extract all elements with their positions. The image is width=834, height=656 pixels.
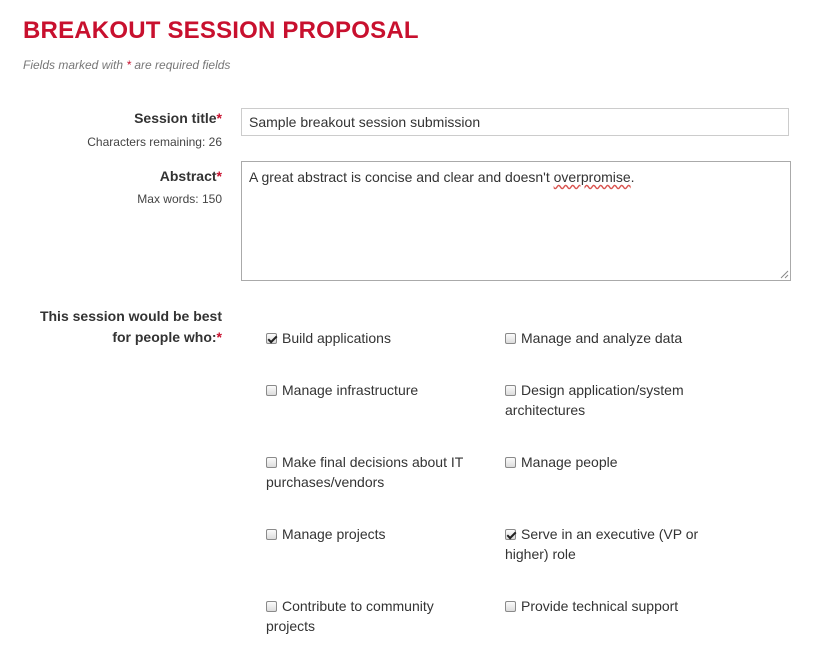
option-technical-support[interactable]: Provide technical support — [505, 596, 705, 616]
option-manage-people[interactable]: Manage people — [505, 452, 705, 472]
abstract-label: Abstract* — [159, 168, 222, 184]
max-words: Max words: 150 — [137, 192, 222, 206]
checkbox-technical-support[interactable] — [505, 601, 516, 612]
checkbox-build-applications[interactable] — [266, 333, 277, 344]
page-title: BREAKOUT SESSION PROPOSAL — [23, 17, 419, 44]
option-build-applications[interactable]: Build applications — [266, 328, 466, 348]
abstract-textarea[interactable]: A great abstract is concise and clear and doesn't overpromise. — [241, 161, 791, 281]
option-manage-infrastructure[interactable]: Manage infrastructure — [266, 380, 466, 400]
audience-label: This session would be best for people who:* — [40, 306, 222, 348]
checkbox-manage-people[interactable] — [505, 457, 516, 468]
required-fields-note: Fields marked with * are required fields — [23, 58, 231, 72]
required-star: * — [216, 110, 222, 126]
characters-remaining: Characters remaining: 26 — [87, 135, 222, 149]
session-title-label: Session title* — [134, 110, 222, 126]
checkbox-manage-projects[interactable] — [266, 529, 277, 540]
option-final-decisions[interactable]: Make final decisions about IT purchases/vendors — [266, 454, 464, 490]
option-manage-projects[interactable]: Manage projects — [266, 524, 466, 544]
checkbox-manage-analyze-data[interactable] — [505, 333, 516, 344]
checkbox-design-architectures[interactable] — [505, 385, 516, 396]
checkbox-executive-role[interactable] — [505, 529, 516, 540]
option-design-architectures[interactable]: Design application/system architectures — [505, 382, 684, 418]
option-manage-analyze-data[interactable]: Manage and analyze data — [505, 328, 705, 348]
option-executive-role[interactable]: Serve in an executive (VP or higher) role — [505, 526, 699, 562]
session-title-input[interactable] — [241, 108, 789, 136]
checkbox-manage-infrastructure[interactable] — [266, 385, 277, 396]
audience-label-line2: for people who:* — [112, 329, 222, 345]
required-star: * — [126, 58, 132, 72]
required-star: * — [216, 168, 222, 184]
checkbox-community-projects[interactable] — [266, 601, 277, 612]
option-community-projects[interactable]: Contribute to community projects — [266, 598, 434, 634]
misspelled-word: overpromise — [553, 169, 631, 185]
required-star: * — [216, 329, 222, 345]
resize-grip-icon[interactable] — [780, 270, 789, 279]
checkbox-final-decisions[interactable] — [266, 457, 277, 468]
